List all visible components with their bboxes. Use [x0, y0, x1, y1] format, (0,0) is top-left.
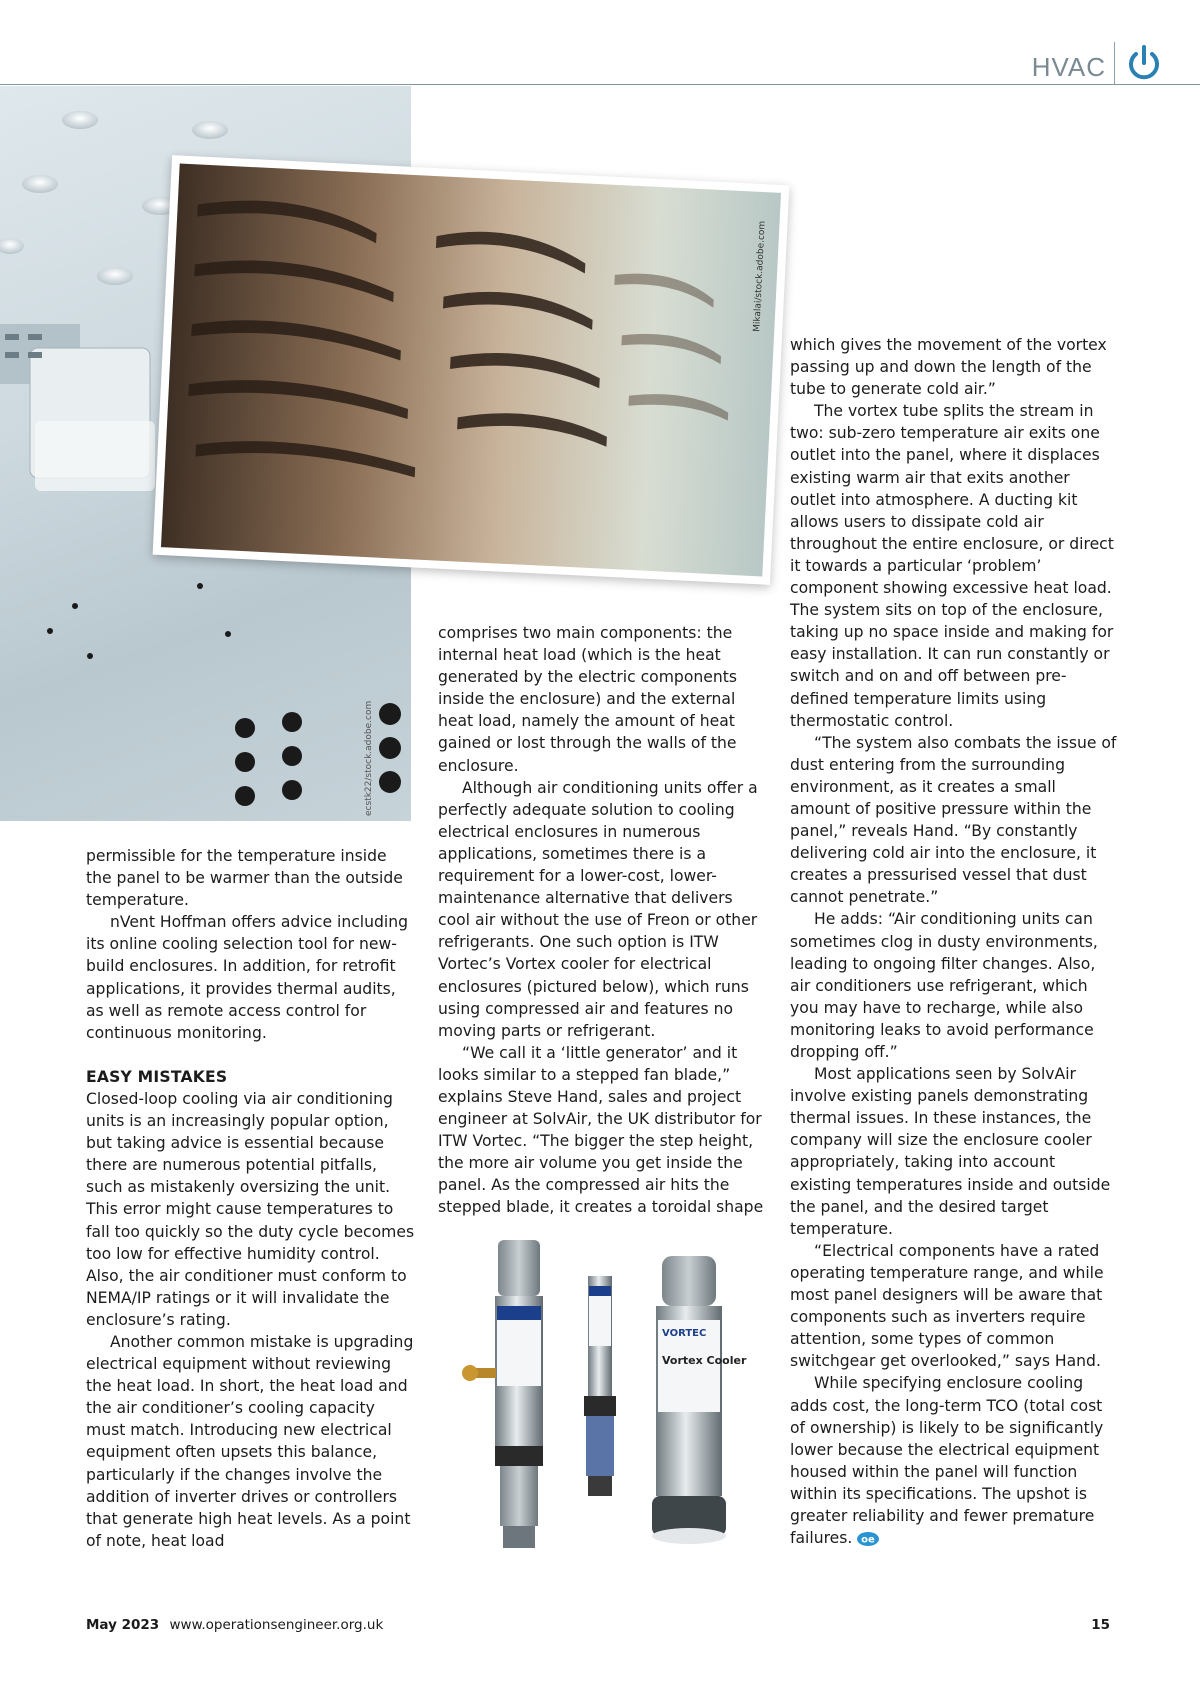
- oe-end-logo-text: oe: [861, 1534, 876, 1546]
- page-number: 15: [1091, 1617, 1110, 1633]
- col1-paragraph-4: Another common mistake is upgrading electrical equipment without reviewing the heat load. In short, the heat load and the air conditioner’s cooling capacity must match. Introducing new electrical equipment often upsets this balance, particularly if the changes involve the addition of inverter drives or controllers that generate high heat levels. As a point of note, heat load: [86, 1332, 414, 1550]
- col3-paragraph-7: [790, 1372, 1120, 1549]
- column-3: [790, 334, 1120, 1549]
- subheading-easy-mistakes: EASY MISTAKES: [86, 1067, 228, 1086]
- header-divider: [1114, 42, 1115, 84]
- col3-paragraph-6: “Electrical components have a rated operating temperature range, and while most panel designers will be aware that components such as inverters require attention, some types of common switchgear get overlooked,” says Hand.: [790, 1241, 1104, 1371]
- product-brand-label: VORTEC: [662, 1328, 707, 1339]
- vortex-cooler-photo: [440, 1236, 762, 1554]
- col1-paragraph-2: nVent Hoffman offers advice including its online cooling selection tool for new-build enclosures. In addition, for retrofit applications, it provides thermal audits, as well as remote access control for continuous monitoring.: [86, 913, 409, 1042]
- col3-paragraph-4: He adds: “Air conditioning units can sometimes clog in dusty environments, leading to ongoing filter changes. Also, air conditioners use refrigerant, which you may have to recharge, while also monitoring leaks to avoid performance dropping off.”: [790, 910, 1098, 1061]
- vent-photo-art: [161, 164, 781, 577]
- footer-url[interactable]: www.operationsengineer.org.uk: [169, 1617, 384, 1633]
- col2-paragraph-1: comprises two main components: the internal heat load (which is the heat generated by the electric components inside the enclosure) and the external heat load, namely the amount of heat gained or lost through the walls of the enclosure.: [438, 624, 737, 775]
- header-rule: [0, 84, 1200, 85]
- col3-paragraph-3: “The system also combats the issue of dust entering from the surrounding environment, as it creates a small amount of positive pressure within the panel,” reveals Hand. “By constantly delivering cold air into the enclosure, it creates a pressurised vessel that dust cannot penetrate.”: [790, 733, 1117, 907]
- vent-photo: [153, 155, 790, 585]
- vent-photo-credit: Mikalai/stock.adobe.com: [752, 220, 768, 333]
- power-icon: [1126, 44, 1162, 82]
- footer: [86, 1617, 383, 1633]
- col3-paragraph-5: Most applications seen by SolvAir involve existing panels demonstrating thermal issues. In these instances, the company will size the enclosure cooler appropriately, taking into account existing temperatures inside and outside the panel, and the desired target temperature.: [790, 1065, 1111, 1238]
- col3-paragraph-2: The vortex tube splits the stream in two: sub-zero temperature air exits one outlet into the panel, where it displaces existing warm air that exits another outlet into atmosphere. A ducting kit allows users to dissipate cold air throughout the entire enclosure, or direct it towards a particular ‘problem’ component showing excessive heat load. The system sits on top of the enclosure, taking up no space inside and making for easy installation. It can run constantly or switch and on and off between pre-defined temperature limits using thermostatic control.: [790, 402, 1114, 730]
- oe-end-logo: [856, 1531, 880, 1547]
- section-label: HVAC: [1031, 52, 1106, 82]
- col1-paragraph-1: permissible for the temperature inside the panel to be warmer than the outside temperature.: [86, 847, 403, 910]
- footer-date: May 2023: [86, 1617, 160, 1633]
- left-photo-credit: ecstk22/stock.adobe.com: [364, 700, 374, 816]
- column-1: [86, 845, 416, 1552]
- col3-paragraph-7-text: While specifying enclosure cooling adds cost, the long-term TCO (total cost of ownership) is likely to be significantly lower because the electrical equipment housed within the panel will function within its specifications. The upshot is greater reliability and fewer premature failures.: [790, 1374, 1104, 1548]
- col1-paragraph-3: Closed-loop cooling via air conditioning units is an increasingly popular option, but taking advice is essential because there are numerous potential pitfalls, such as mistakenly oversizing the unit. This error might cause temperatures to fall too quickly so the duty cycle becomes too low for effective humidity control. Also, the air conditioner must conform to NEMA/IP ratings or it will invalidate the enclosure’s rating.: [86, 1089, 415, 1329]
- column-2: [438, 622, 766, 1219]
- col3-paragraph-1: which gives the movement of the vortex passing up and down the length of the tube to generate cold air.”: [790, 336, 1107, 399]
- col2-paragraph-2: Although air conditioning units offer a perfectly adequate solution to cooling electrical enclosures in numerous applications, sometimes there is a requirement for a lower-cost, lower-maintenance alternative that delivers cool air without the use of Freon or other refrigerants. One such option is ITW Vortec’s Vortex cooler for electrical enclosures (pictured below), which runs using compressed air and features no moving parts or refrigerant.: [438, 778, 758, 1040]
- product-name-label: Vortex Cooler: [662, 1354, 747, 1367]
- col2-paragraph-3: “We call it a ‘little generator’ and it looks similar to a stepped fan blade,” explains Steve Hand, sales and project engineer at SolvAir, the UK distributor for ITW Vortec. “The bigger the step height, the more air volume you get inside the panel. As the compressed air hits the stepped blade, it creates a toroidal shape: [438, 1043, 764, 1217]
